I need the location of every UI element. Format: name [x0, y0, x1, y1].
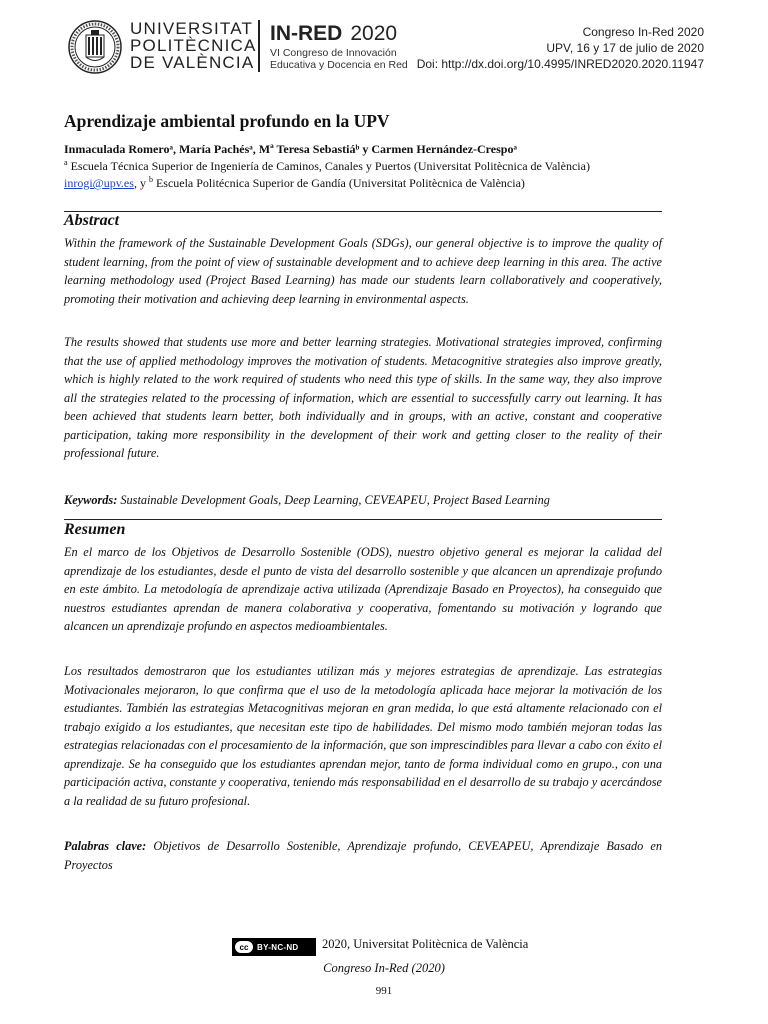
- keywords-label: Keywords:: [64, 493, 118, 507]
- cc-icon: cc: [235, 941, 253, 953]
- university-name-line1: UNIVERSITAT: [130, 19, 254, 38]
- abstract-top-rule: [64, 211, 662, 212]
- paper-title: Aprendizaje ambiental profundo en la UPV: [64, 111, 390, 131]
- affil-a-marker: a: [64, 158, 68, 167]
- abstract-keywords: [64, 491, 662, 510]
- author-list: Inmaculada Romeroᵃ, María Pachésᵃ, Mª Teresa Sebastiáᵇ y Carmen Hernández-Crespoᵃ: [64, 142, 517, 156]
- inred-subtitle: [270, 48, 408, 71]
- resumen-paragraph-1: En el marco de los Objetivos de Desarrollo Sostenible (ODS), nuestro objetivo general es mejorar la calidad del aprendizaje de los estudiantes, desde el punto de vista del desarrollo sostenible y que alcancen un aprendizaje profundo en este ámbito. La metodología de aprendizaje activa utilizada (Aprendizaje Basado en Proyectos), ha conseguido que nuestros estudiantes aprendan de manera colaborativa y cooperativa, fomentando su motivación y logrando que alcancen un aprendizaje profundo en aspectos medioambientales.: [64, 545, 662, 633]
- abstract-paragraph-2: The results showed that students use more and better learning strategies. Motivational strategies improved, confirming that the use of applied methodology improves the motivation of students. Metacognitive strategies also improve greatly, which is highly related to the work required of students who need this type of skills. In the same way, they also improve all the strategies related to the processing of information, which are essential to successfully carry out learning. It has been achieved that students learn better, both individually and in groups, with an active, constant and cooperative participation, taking more responsibility in the development of their work and getting closer to the reality of their professional future.: [64, 335, 662, 460]
- affil-b-text: Escuela Politécnica Superior de Gandía (Universitat Politècnica de València): [152, 176, 525, 190]
- affiliations: [64, 158, 704, 192]
- university-name: [130, 20, 257, 71]
- keywords-text: Sustainable Development Goals, Deep Learning, CEVEAPEU, Project Based Learning: [117, 493, 550, 507]
- conference-info: [417, 24, 704, 72]
- resumen-paragraph-2: Los resultados demostraron que los estudiantes utilizan más y mejores estrategias de aprendizaje. Las estrategias Motivacionales mejoraron, lo que confirma que el uso de la metodología aplicada hace mejorar la motivación de los estudiantes. También las estrategias Metacognitivas mejoran en gran medida, lo que está altamente relacionado con el trabajo exigido a los estudiantes, que necesitan este tipo de habilidades. Del mismo modo también mejoran todas las estrategias relacionadas con el procesamiento de la información, que son imprescindibles para llevar a cabo con éxito el aprendizaje. Se ha conseguido que los estudiantes aprendan mejor, tanto de forma individual como en grupo., con una participación activa, constante y cooperativa, teniendo más responsabilidad en el desarrollo de su trabajo y acercándose a la realidad de su futuro profesional.: [64, 664, 663, 808]
- inred-subtitle-line2: Educativa y Docencia en Red: [270, 58, 408, 71]
- palabras-clave-text: Objetivos de Desarrollo Sostenible, Aprendizaje profundo, CEVEAPEU, Aprendizaje Basado en Proyectos: [64, 839, 662, 872]
- header-divider: [258, 20, 260, 72]
- conference-date: UPV, 16 y 17 de julio de 2020: [546, 41, 704, 55]
- copyright-notice: 2020, Universitat Politècnica de València: [322, 937, 529, 951]
- university-name-line2: POLITÈCNICA: [130, 36, 257, 55]
- conference-name: Congreso In-Red 2020: [582, 25, 704, 39]
- university-seal-logo: [68, 20, 122, 74]
- creative-commons-license-badge[interactable]: [232, 938, 316, 956]
- affil-a-text: Escuela Técnica Superior de Ingeniería de Caminos, Canales y Puertos (Universitat Politècnica de València): [67, 159, 590, 173]
- page-number: 991: [375, 985, 393, 997]
- license-type: BY-NC-ND: [257, 942, 299, 952]
- abstract-heading: Abstract: [64, 212, 120, 229]
- author-email-link[interactable]: inrogi@upv.es: [64, 176, 134, 190]
- footer-conference: Congreso In-Red (2020): [323, 961, 445, 975]
- resumen-heading: Resumen: [64, 521, 126, 538]
- inred-name: IN-RED: [270, 22, 343, 45]
- affil-b-prefix: , y: [133, 176, 149, 190]
- doi-link[interactable]: Doi: http://dx.doi.org/10.4995/INRED2020.2020.11947: [416, 57, 704, 71]
- affil-b-marker: b: [148, 175, 153, 184]
- palabras-clave-label: Palabras clave:: [64, 839, 147, 853]
- abstract-paragraph-1: Within the framework of the Sustainable Development Goals (SDGs), our general objective is to improve the quality of student learning, from the point of view of sustainable development and to achieve deep learning in this area. The active learning methodology used (Project Based Learning) has made our students learn collaboratively and cooperatively, promoting their motivation and achieving deep learning in environmental aspects.: [64, 236, 662, 306]
- university-name-line3: DE VALÈNCIA: [130, 53, 255, 72]
- inred-logo-title: [270, 22, 397, 46]
- inred-subtitle-line1: VI Congreso de Innovación: [270, 47, 397, 59]
- inred-year: 2020: [350, 22, 398, 45]
- resumen-top-rule: [64, 519, 662, 520]
- resumen-keywords: [64, 837, 662, 874]
